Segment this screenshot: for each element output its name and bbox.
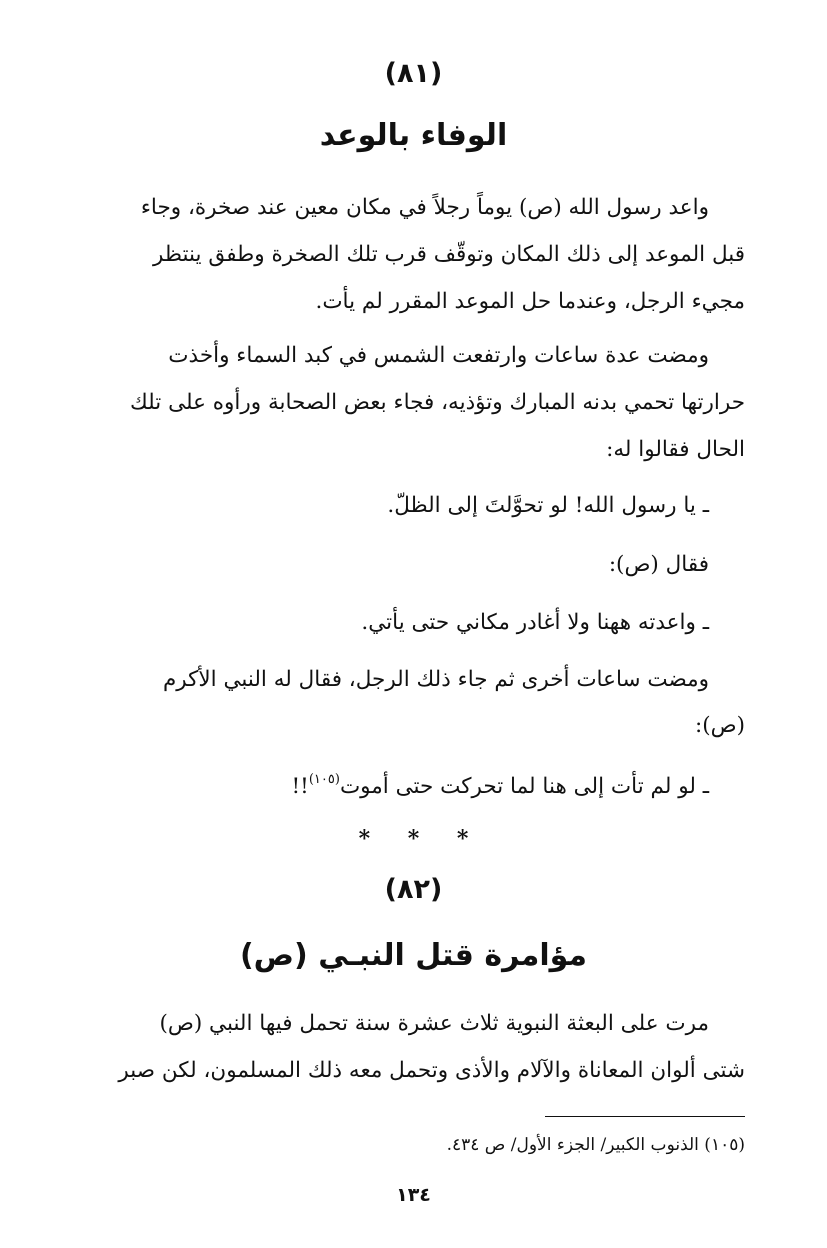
footnote: (١٠٥) الذنوب الكبير/ الجزء الأول/ ص ٤٣٤. bbox=[446, 1135, 745, 1155]
paragraph-line: شتى ألوان المعاناة والآلام والأذى وتحمل معه ذلك المسلمون، لكن صبر bbox=[118, 1058, 745, 1083]
section-title: مؤامرة قتل النبـي (ص) bbox=[239, 938, 588, 973]
section-title: الوفاء بالوعد bbox=[319, 118, 508, 153]
page-number: ١٣٤ bbox=[396, 1184, 431, 1206]
paragraph-line: ومضت عدة ساعات وارتفعت الشمس في كبد السماء وأخذت bbox=[168, 343, 709, 368]
section-number: (٨١) bbox=[384, 58, 443, 89]
paragraph-line: (ص): bbox=[694, 713, 745, 738]
footnote-reference: (١٠٥) bbox=[308, 772, 340, 787]
paragraph-line: الحال فقالوا له: bbox=[606, 437, 745, 462]
paragraph-line: قبل الموعد إلى ذلك المكان وتوقّف قرب تلك الصخرة وطفق ينتظر bbox=[153, 242, 745, 267]
paragraph-line: واعد رسول الله (ص) يوماً رجلاً في مكان معين عند صخرة، وجاء bbox=[140, 195, 709, 220]
dialogue-line: ـ واعدته ههنا ولا أغادر مكاني حتى يأتي. bbox=[361, 610, 709, 635]
paragraph-line: مرت على البعثة النبوية ثلاث عشرة سنة تحمل فيها النبي (ص) bbox=[159, 1011, 709, 1036]
paragraph-line: حرارتها تحمي بدنه المبارك وتؤذيه، فجاء بعض الصحابة ورأوه على تلك bbox=[130, 390, 745, 415]
paragraph-line: ومضت ساعات أخرى ثم جاء ذلك الرجل، فقال له النبي الأكرم bbox=[163, 667, 709, 692]
dialogue-text: ـ لو لم تأت إلى هنا لما تحركت حتى أموت bbox=[339, 774, 709, 799]
section-separator: * * * bbox=[358, 826, 469, 852]
dialogue-line bbox=[292, 755, 709, 812]
dialogue-punctuation: !! bbox=[291, 774, 309, 799]
dialogue-line: ـ يا رسول الله! لو تحوَّلتَ إلى الظلّ. bbox=[387, 493, 709, 518]
footnote-divider bbox=[545, 1116, 745, 1117]
speaker-line: فقال (ص): bbox=[608, 552, 709, 577]
section-number: (٨٢) bbox=[384, 874, 443, 905]
paragraph-line: مجيء الرجل، وعندما حل الموعد المقرر لم يأت. bbox=[315, 289, 745, 314]
